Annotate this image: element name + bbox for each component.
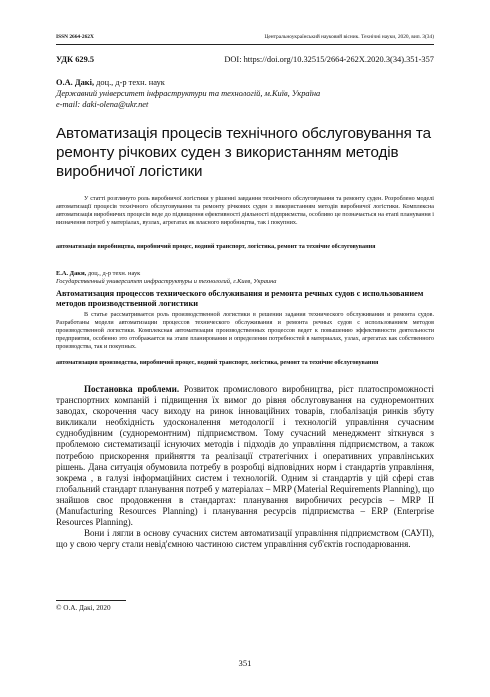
footnote-rule (56, 600, 126, 601)
keywords-ua: автоматизація виробництва, виробничий процес, водний транспорт, логістика, ремонт та технічне обслуговування (56, 244, 376, 250)
keywords-ru: автоматизация производства, виробничий процес, водний транспорт, логістика, ремонт та технічне обслуговування (56, 360, 379, 366)
abstract-ua: У статті розглянуто роль виробничої логістики у рішенні завдання технічного обслуговування та ремонту суден. Розроблено моделі автоматизації процесів технічного обслуговування та ремонту річкових суден з використанням методів виробничої логістики. Комплексна автоматизація виробничих процесів веде до підвищення ефективності діяльності підприємства, особливо це позначається на етапі планування і визначення потреб у матеріалах, вузлах, агрегатах як власного виробництва, так і покупних. (56, 196, 434, 226)
author-degree: доц., д-р техн. наук (94, 78, 165, 87)
article-title-ru: Автоматизация процессов технического обслуживания и ремонта речных судов с использованием методов производственной логистики (56, 289, 424, 308)
udc-code: УДК 629.5 (56, 55, 95, 64)
author-affiliation: Державний університет інфраструктури та технологій, м.Київ, Україна (56, 89, 321, 98)
running-header (56, 30, 434, 43)
author-name: О.А. Дакі, (56, 78, 95, 87)
body-text (56, 384, 434, 550)
author-email[interactable]: e-mail: daki-olena@ukr.net (56, 100, 149, 109)
header-rule (56, 44, 434, 45)
journal-name: Центральноукраїнський науковий вісник. Технічні науки, 2020, вип. 3(34) (264, 33, 434, 40)
section-heading: Постановка проблеми. (84, 384, 180, 394)
abstract-ru: В статье рассматривается роль производственной логистики в решении задания технического обслуживания и ремонта судов. Разработаны модели автоматизации процессов технического обслуживания и ремонта речных судов с использованием методов производственной логистики. Комплексная автоматизация производственных процессов ведет к повышению эффективности деятельности предприятия, особенно это отображается на этапе планирования и определения потребностей в материалах, узлах, агрегатах как собственного производства, так и покупных. (56, 312, 434, 350)
copyright-footnote: © О.А. Дакі, 2020 (56, 604, 111, 612)
author-line (56, 77, 434, 88)
author-name-ru: Е.А. Даки, (56, 270, 87, 277)
body-paragraph-1-text: Розвиток промислового виробництва, ріст платоспроможності транспортних компаній і підвищення їх вимог до рівня обслуговування на судноремонтних заводах, скорочення часу виходу на ринок інноваційних товарів, глобалізація ринків збуту викликали необхідність удосконалення методології і технологій управління сучасним суднобудівним (судноремонтним) підприємством. Тому сучасний менеджмент зіткнувся з проблемою систематизації існуючих методів і підходів до управління підприємством, а також потребою прискорення прийняття та реалізації стратегічних і оперативних управлінських рішень. Дана ситуація обумовила потребу в розробці відповідних норм і стандартів управління, зокрема , в галузі інформаційних систем і технологій. Одним зі стандартів у цій сфері став глобальний стандарт планування потреб у матеріалах – MRP (Material Requirements Planning), що знайшов своє продовження в стандартах: планування виробничих ресурсів – MRP II (Manufacturing Resources Planning) і планування ресурсів підприємства – ERP (Enterprise Resources Planning). (56, 384, 434, 528)
author-degree-ru: доц., д-р техн. наук (86, 270, 141, 277)
author-block-ua (56, 77, 434, 110)
page-number: 351 (238, 658, 252, 668)
issn: ISSN 2664-262X (56, 33, 94, 40)
udc-doi-row (56, 55, 434, 64)
doi-link[interactable]: DOI: https://doi.org/10.32515/2664-262X.2020.3(34).351-357 (224, 55, 434, 64)
body-paragraph-2: Вони і лягли в основу сучасних систем автоматизації управління підприємством (САУП), що у свою чергу стали невід'ємною частиною систем управління суб'єктів господарювання. (56, 528, 434, 550)
body-paragraph-1 (56, 384, 434, 528)
author-line-ru (56, 270, 434, 278)
author-affiliation-ru: Государственный университет инфраструктуры и технологий, г.Киев, Украина (56, 278, 277, 286)
article-title-ua: Автоматизація процесів технічного обслуговування та ремонту річкових суден з використанням методів виробничої логістики (56, 125, 431, 180)
author-block-ru (56, 270, 434, 287)
